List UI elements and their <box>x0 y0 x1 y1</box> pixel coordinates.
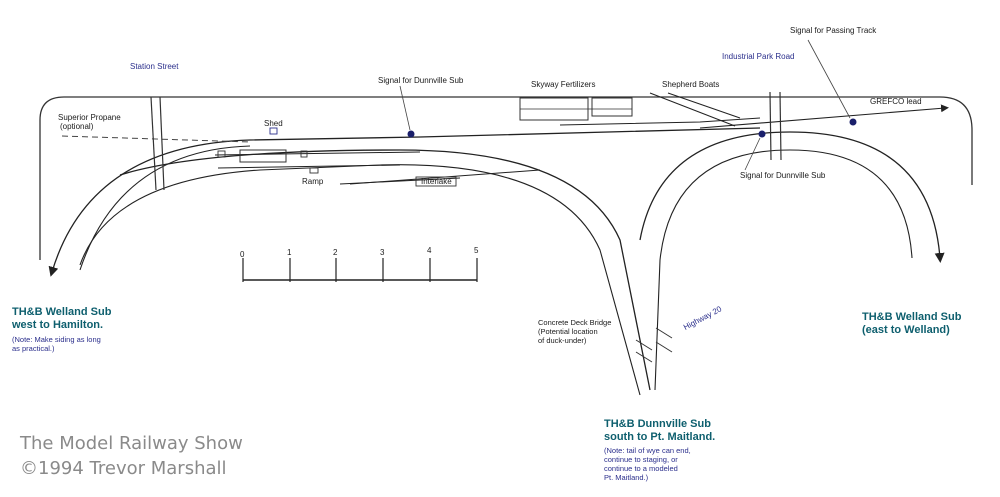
ramp-building <box>310 168 318 173</box>
highway-mark-1 <box>656 328 672 338</box>
label-interlake: Interlake <box>421 177 452 186</box>
benchwork-outline <box>40 97 972 260</box>
station-building <box>240 150 286 162</box>
label-skyway-fertilizers: Skyway Fertilizers <box>531 80 596 89</box>
label-highway-20: Highway 20 <box>682 304 724 332</box>
label-superior-propane-note: (optional) <box>60 122 94 131</box>
label-shed: Shed <box>264 119 283 128</box>
yard-track-1 <box>215 152 420 155</box>
credit-copyright: ©1994 Trevor Marshall <box>20 458 227 479</box>
signal-passing-track <box>850 119 857 126</box>
dest-east-title: TH&B Welland Sub (east to Welland) <box>862 311 962 336</box>
propane-spur <box>62 136 250 142</box>
scale-tick-4: 4 <box>427 246 432 255</box>
label-superior-propane: Superior Propane <box>58 113 121 122</box>
label-industrial-park-road: Industrial Park Road <box>722 52 795 61</box>
scale-tick-0: 0 <box>240 250 245 259</box>
signal-dunnville-left <box>408 131 415 138</box>
bridge-mark-1 <box>636 340 652 350</box>
dest-west-note: (Note: Make siding as long as practical.) <box>12 335 101 353</box>
label-signal-dunnville-right: Signal for Dunnville Sub <box>740 171 826 180</box>
label-ramp: Ramp <box>302 177 324 186</box>
loop-east-inner <box>655 150 912 390</box>
label-signal-dunnville-left: Signal for Dunnville Sub <box>378 76 464 85</box>
station-street-road-b <box>160 97 164 190</box>
scale-tick-1: 1 <box>287 248 292 257</box>
scale-tick-3: 3 <box>380 248 385 257</box>
industrial-road-a <box>770 92 771 160</box>
signal-dunnville-right <box>759 131 766 138</box>
scale-tick-5: 5 <box>474 246 479 255</box>
scale-bar <box>243 258 477 282</box>
dest-west-title: TH&B Welland Sub west to Hamilton. <box>12 306 112 331</box>
label-shepherd-boats: Shepherd Boats <box>662 80 720 89</box>
shepherd-spur-1 <box>650 93 735 126</box>
label-signal-passing-track: Signal for Passing Track <box>790 26 877 35</box>
label-grefco-lead: GREFCO lead <box>870 97 922 106</box>
leader-passing-track <box>808 40 850 118</box>
dest-south-title: TH&B Dunnville Sub south to Pt. Maitland. <box>604 418 716 443</box>
highway-mark-2 <box>656 342 672 352</box>
credit-title: The Model Railway Show <box>20 433 243 454</box>
loop-east-outer <box>640 132 940 258</box>
loop-west-outer <box>120 150 650 390</box>
small-building-1 <box>218 151 225 157</box>
station-street-road-a <box>151 97 156 190</box>
scale-tick-2: 2 <box>333 248 338 257</box>
label-concrete-deck-bridge: Concrete Deck Bridge (Potential location of duck-under) <box>538 318 612 345</box>
grefco-lead <box>700 108 945 128</box>
skyway-building-2 <box>592 98 632 116</box>
dest-south-note: (Note: tail of wye can end, continue to staging, or continue to a modeled Pt. Maitland.) <box>604 446 691 482</box>
leader-dunnville-left <box>400 86 410 130</box>
label-station-street: Station Street <box>130 62 179 71</box>
